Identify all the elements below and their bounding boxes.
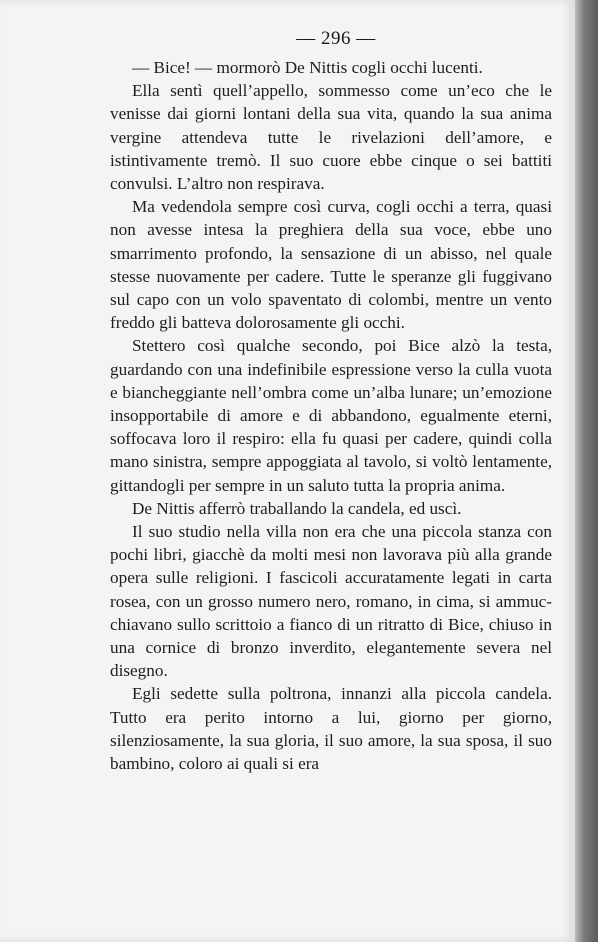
paragraph-7: Egli sedette sulla poltrona, innanzi alla piccola candela. Tutto era perito intorno a lui, giorno per giorno, silenziosamente, la sua gloria, il suo amore, la sua sposa, il suo bambino, coloro ai quali si era bbox=[110, 684, 552, 774]
book-spine-shadow bbox=[575, 0, 598, 942]
page-number: — 296 — bbox=[296, 28, 376, 49]
body-text bbox=[110, 56, 552, 775]
paragraph-1: — Bice! — mormorò De Nittis cogli occhi lucenti. bbox=[132, 58, 483, 77]
paragraph-6: Il suo studio nella villa non era che una piccola stanza con pochi libri, giacchè da molti mesi non lavorava più alla grande opera sulle religioni. I fascicoli accuratamente legati in carta rosea, con un grosso numero nero, romano, in cima, si ammucchiavano sullo scrittoio a fianco di un ritratto di Bice, chiuso in una cornice di bronzo inverdito, elegantemente severa nel disegno. bbox=[110, 522, 552, 681]
paragraph-3: Ma vedendola sempre così curva, cogli occhi a terra, quasi non avesse intesa la preghiera della sua voce, ebbe uno smarrimento profondo, la sensazione di un abisso, nel quale stesse nuovamente per cadere. Tutte le speranze gli fuggivano sul capo con un volo spaventato di colombi, mentre un vento freddo gli batteva dolorosamente gli occhi. bbox=[110, 197, 552, 333]
paragraph-5: De Nittis afferrò traballando la candela, ed uscì. bbox=[132, 498, 462, 518]
paragraph-2: Ella sentì quell’appello, sommesso come un’eco che le venisse dai giorni lontani della sua vita, quando la sua anima vergine attendeva tutte le rivelazioni dell’amore, e istintivamente tremò. Il suo cuore ebbe cinque o sei battiti convulsi. L’altro non respirava. bbox=[110, 81, 552, 194]
paragraph-4: Stettero così qualche secondo, poi Bice alzò la testa, guardando con una indefinibile espressione verso la culla vuota e biancheggiante nell’ombra come un’alba lunare; un’emozione insopportabile di amore e di abbandono, egualmente eterni, soffocava loro il respiro: ella fu quasi per cadere, quindi colla mano sinistra, sempre appoggiata al tavolo, si voltò lentamente, gittandogli per sempre in un saluto tutta la propria anima. bbox=[110, 336, 552, 495]
